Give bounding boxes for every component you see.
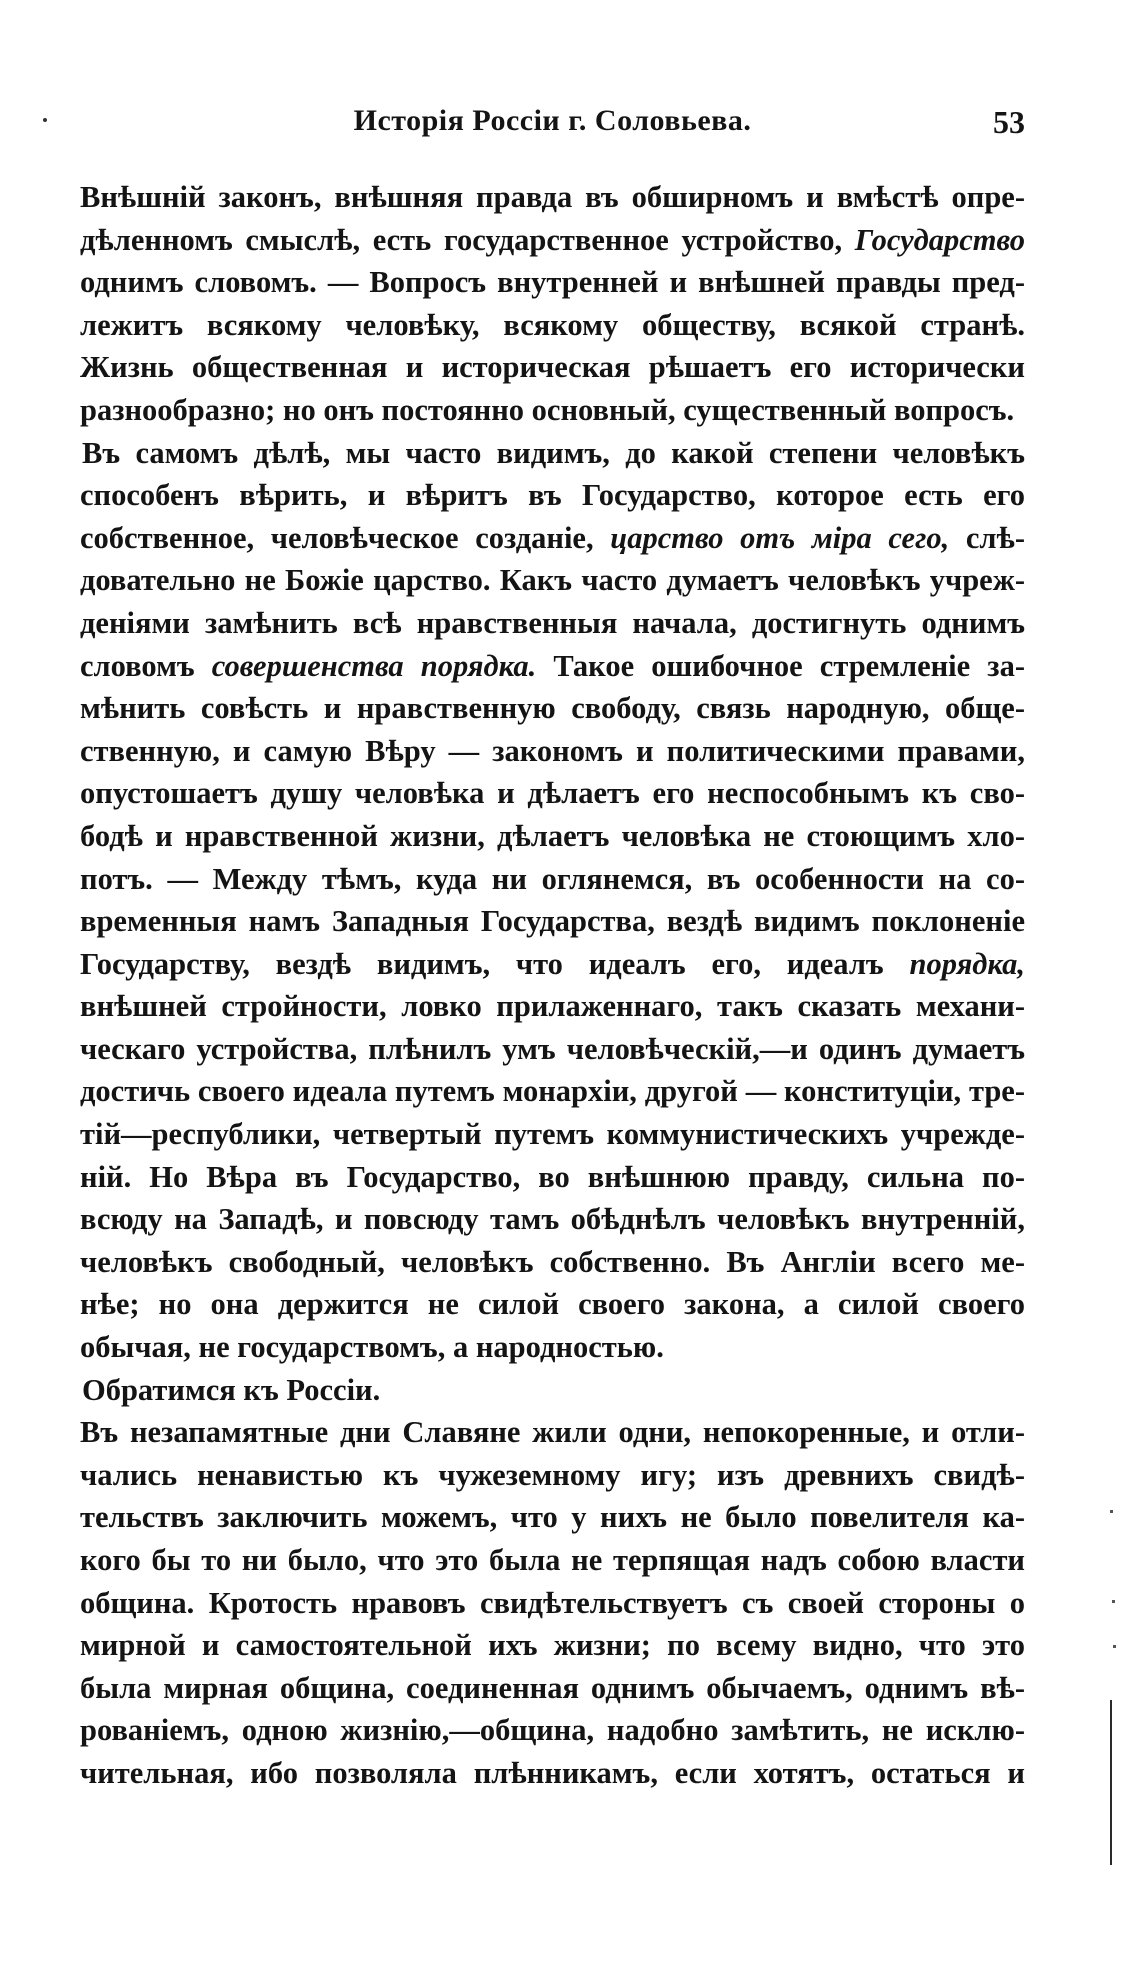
- text-line: нѣе; но она держится не силой своего закона, а силой своего: [80, 1287, 1025, 1322]
- text-line: однимъ словомъ. — Вопросъ внутренней и внѣшней правды пред-: [80, 265, 1025, 300]
- text-line: потъ. — Между тѣмъ, куда ни оглянемся, въ особенности на со-: [80, 861, 1025, 896]
- text-line: обычая, не государствомъ, а народностью.: [80, 1330, 664, 1365]
- text-line: человѣкъ свободный, человѣкъ собственно. Въ Англіи всего ме-: [80, 1244, 1025, 1279]
- italic-segment: совершенства порядка.: [211, 648, 537, 683]
- text-line: община. Кротость нравовъ свидѣтельствуетъ съ своей стороны о: [80, 1585, 1025, 1620]
- margin-tick: [1112, 1600, 1115, 1603]
- running-head: [80, 104, 1025, 148]
- text-line: лежитъ всякому человѣку, всякому обществу, всякой странѣ.: [80, 307, 1025, 342]
- text-line: мѣнить совѣсть и нравственную свободу, связь народную, обще-: [80, 691, 1025, 726]
- text-line: кого бы то ни было, что это была не терпящая надъ собою власти: [80, 1543, 1025, 1577]
- text-line: разнообразно; но онъ постоянно основный, существенный вопросъ.: [80, 392, 1015, 427]
- margin-tick: [1110, 1510, 1113, 1513]
- text-line: чались ненавистью къ чужеземному игу; изъ древнихъ свидѣ-: [80, 1457, 1025, 1492]
- text-segment: Государству, вездѣ видимъ, что идеалъ его, идеалъ: [80, 946, 910, 981]
- text-line: [80, 219, 1025, 262]
- text-line: чительная, ибо позволяла плѣнникамъ, если хотятъ, остаться и: [80, 1755, 1025, 1790]
- text-segment: слѣ-: [949, 520, 1026, 555]
- text-line: Обратимся къ Россіи.: [82, 1372, 381, 1407]
- text-segment: дѣленномъ смыслѣ, есть государственное устройство,: [80, 222, 855, 257]
- text-line: ній. Но Вѣра въ Государство, во внѣшнюю правду, сильна по-: [80, 1159, 1025, 1194]
- text-line: опустошаетъ душу человѣка и дѣлаетъ его неспособнымъ къ сво-: [80, 776, 1025, 811]
- text-line: тій—республики, четвертый путемъ коммунистическихъ учрежде-: [80, 1117, 1025, 1152]
- margin-tick: [1113, 1645, 1116, 1648]
- text-line: Внѣшній законъ, внѣшняя правда въ обширномъ и вмѣстѣ опре-: [80, 180, 1025, 214]
- text-line: была мирная община, соединенная однимъ обычаемъ, однимъ вѣ-: [80, 1670, 1025, 1705]
- text-line: способенъ вѣрить, и вѣритъ въ Государство, которое есть его: [80, 478, 1025, 513]
- margin-rule: [1110, 1700, 1112, 1865]
- text-line: всюду на Западѣ, и повсюду тамъ обѣднѣлъ человѣкъ внутренній,: [80, 1202, 1025, 1237]
- page-number: 53: [993, 104, 1025, 140]
- running-title: Исторія Россіи г. Соловьева.: [353, 104, 752, 137]
- margin-dot: [43, 118, 47, 122]
- text-segment: словомъ: [80, 648, 212, 683]
- text-line: довательно не Божіе царство. Какъ часто думаетъ человѣкъ учреж-: [80, 563, 1025, 598]
- italic-segment: Государство: [854, 222, 1025, 257]
- text-line: мирной и самостоятельной ихъ жизни; по всему видно, что это: [80, 1628, 1025, 1663]
- text-line: ческаго устройства, плѣнилъ умъ человѣческій,—и одинъ думаетъ: [80, 1031, 1025, 1066]
- body-text: [80, 176, 1025, 1795]
- text-line: [80, 517, 1025, 560]
- text-line: [80, 943, 1025, 986]
- text-line: рованіемъ, одною жизнію,—община, надобно замѣтить, не исклю-: [80, 1713, 1025, 1748]
- text-segment: собственное, человѣческое созданіе,: [80, 520, 611, 555]
- text-line: Жизнь общественная и историческая рѣшаетъ его исторически: [80, 350, 1025, 385]
- text-line: Въ самомъ дѣлѣ, мы часто видимъ, до какой степени человѣкъ: [82, 435, 1025, 470]
- text-line: ственную, и самую Вѣру — закономъ и политическими правами,: [80, 733, 1025, 768]
- italic-segment: порядка,: [909, 946, 1025, 981]
- text-line: [80, 645, 1025, 688]
- text-line: внѣшней стройности, ловко прилаженнаго, такъ сказать механи-: [80, 989, 1025, 1024]
- text-segment: Такое ошибочное стремленіе за-: [536, 648, 1025, 683]
- text-line: Въ незапамятные дни Славяне жили одни, непокоренные, и отли-: [80, 1415, 1025, 1450]
- text-line: бодѣ и нравственной жизни, дѣлаетъ человѣка не стоющимъ хло-: [80, 818, 1025, 853]
- text-line: достичь своего идеала путемъ монархіи, другой — конституціи, тре-: [80, 1074, 1025, 1109]
- text-line: тельствъ заключить можемъ, что у нихъ не было повелителя ка-: [80, 1500, 1025, 1535]
- text-line: временныя намъ Западныя Государства, вездѣ видимъ поклоненіе: [80, 904, 1025, 939]
- italic-segment: царство отъ міра сего,: [610, 520, 950, 555]
- text-line: деніями замѣнить всѣ нравственныя начала, достигнуть однимъ: [80, 605, 1025, 640]
